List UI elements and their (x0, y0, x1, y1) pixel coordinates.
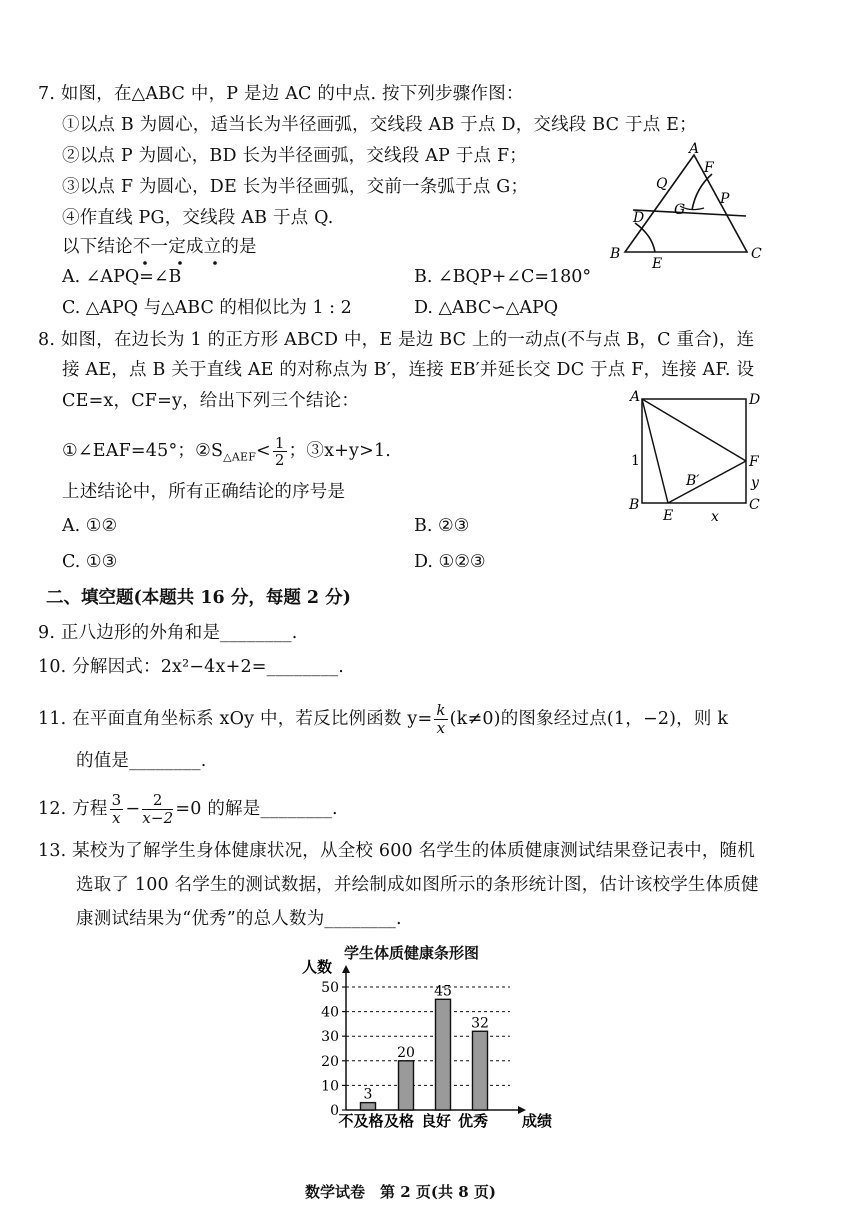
q11-line1 (38, 702, 728, 737)
q8-conclusions (62, 435, 391, 469)
segment-ef (668, 461, 746, 503)
bar-chart (280, 950, 570, 1140)
q12 (38, 792, 338, 827)
q9: 9. 正八边形的外角和是________. (38, 623, 298, 643)
bar-value-3: 32 (471, 1015, 489, 1032)
q13-line3: 康测试结果为“优秀”的总人数为________. (76, 909, 402, 929)
q7-triangle-figure (600, 140, 780, 270)
label-E: E (652, 256, 663, 270)
q12-fraction-2 (142, 792, 173, 827)
label-side-length: 1 (631, 453, 640, 469)
label-D: D (749, 392, 761, 408)
label-x: x (711, 509, 719, 525)
q12-part-a: 12. 方程 (38, 799, 108, 819)
label-B: B (610, 246, 621, 262)
q7-step3: ③以点 F 为圆心，DE 长为半径画弧，交前一条弧于点 G； (62, 177, 529, 197)
q8-stem-line2: 接 AE，点 B 关于直线 AE 的对称点为 B′，连接 EB′并延长交 DC 于点 F，连接 AF. 设 (62, 360, 755, 380)
label-E: E (663, 508, 674, 524)
q8-stem-line1: 8. 如图，在边长为 1 的正方形 ABCD 中，E 是边 BC 上的一动点(不与点 B，C 重合)，连 (38, 330, 755, 350)
q7-option-d[interactable]: D. △ABC∽△APQ (414, 298, 559, 318)
label-F: F (704, 160, 714, 176)
bar-value-2: 45 (434, 983, 452, 1000)
q8-option-b[interactable]: B. ②③ (414, 516, 470, 536)
q7-step1: ①以点 B 为圆心，适当长为半径画弧，交线段 AB 于点 D，交线段 BC 于点 E； (62, 115, 697, 135)
category-label-3: 优秀 (457, 1112, 489, 1130)
label-A: A (630, 389, 641, 405)
q12-f2-den: x−2 (142, 809, 174, 827)
label-C: C (751, 246, 762, 262)
label-y: y (751, 475, 759, 491)
q11-part-b: (k≠0)的图象经过点(1，−2)，则 k (449, 709, 729, 729)
bar-0 (361, 1103, 376, 1110)
q7-option-a[interactable]: A. ∠APQ=∠B (62, 267, 182, 287)
category-label-1: 及格 (383, 1112, 415, 1130)
q10: 10. 分解因式：2x²−4x+2=________. (38, 657, 345, 677)
ytick-label-10: 10 (321, 1078, 339, 1095)
label-G: G (674, 202, 686, 218)
q12-f2-num: 2 (142, 792, 173, 810)
q8-conc-c: ；③x+y>1. (288, 441, 392, 461)
q8-conc-lt: < (256, 441, 271, 461)
q7-option-b[interactable]: B. ∠BQP+∠C=180° (414, 267, 592, 287)
bar-1 (399, 1061, 414, 1110)
q8-option-c[interactable]: C. ①③ (62, 552, 118, 572)
label-Q: Q (656, 176, 668, 192)
q7-prompt-a: 以下结论 (62, 237, 133, 257)
page-footer: 数学试卷 第 2 页(共 8 页) (305, 1183, 496, 1201)
q7-prompt-c: 成立的是 (185, 237, 257, 257)
section-fill-in-heading: 二、填空题(本题共 16 分，每题 2 分) (46, 588, 351, 608)
x-axis-label: 成绩 (522, 1112, 553, 1130)
q12-part-b: =0 的解是________. (175, 799, 338, 819)
bar-2 (436, 999, 451, 1110)
y-axis-arrow (342, 965, 350, 973)
bar-value-0: 3 (363, 1086, 373, 1103)
segment-ae (642, 399, 668, 503)
q8-conc-sub: △AEF (223, 450, 257, 464)
q7-step4: ④作直线 PG，交线段 AB 于点 Q. (62, 208, 334, 228)
ytick-label-40: 40 (321, 1004, 339, 1021)
segment-af (642, 399, 746, 461)
ytick-label-0: 0 (330, 1103, 339, 1119)
q8-frac-den: 2 (274, 451, 285, 469)
line-pg (633, 210, 746, 216)
chart-title: 学生体质健康条形图 (344, 944, 480, 962)
label-A: A (689, 141, 700, 157)
label-F: F (749, 454, 759, 470)
q12-minus: − (125, 799, 141, 819)
y-axis-label: 人数 (302, 958, 333, 976)
arc-fg (692, 174, 712, 210)
label-B-prime: B′ (686, 473, 700, 489)
chart-bars (361, 999, 488, 1110)
bar-value-1: 20 (397, 1044, 415, 1061)
q7-prompt-emphasis: 不一定 (132, 237, 186, 257)
ytick-label-50: 50 (321, 980, 339, 996)
q7-stem: 7. 如图，在△ABC 中，P 是边 AC 的中点. 按下列步骤作图： (38, 84, 524, 104)
category-label-2: 良好 (420, 1112, 452, 1130)
q12-fraction-1 (110, 792, 124, 827)
q11-frac-num: k (436, 701, 446, 719)
q7-option-c[interactable]: C. △APQ 与△ABC 的相似比为 1 : 2 (62, 298, 352, 318)
label-P: P (720, 191, 730, 207)
chart-labels (302, 958, 552, 1130)
q8-prompt: 上述结论中，所有正确结论的序号是 (62, 482, 346, 502)
q11-part-a: 11. 在平面直角坐标系 xOy 中，若反比例函数 y= (38, 709, 433, 729)
q8-fraction (273, 435, 287, 468)
q12-f1-num: 3 (111, 791, 122, 809)
q8-option-a[interactable]: A. ①② (62, 516, 118, 536)
q8-square-figure (615, 385, 775, 530)
q13-line2: 选取了 100 名学生的测试数据，并绘制成如图所示的条形统计图，估计该校学生体质健 (76, 875, 759, 895)
label-C: C (749, 497, 760, 513)
q12-f1-den: x (112, 809, 121, 827)
label-D: D (633, 210, 645, 226)
label-B: B (629, 497, 640, 513)
arc-de (635, 223, 655, 252)
q8-option-d[interactable]: D. ①②③ (414, 552, 486, 572)
q8-conc-a: ①∠EAF=45°；②S (62, 441, 224, 461)
bar-3 (473, 1031, 488, 1110)
q8-stem-line3: CE=x，CF=y，给出下列三个结论： (62, 391, 360, 411)
ytick-label-30: 30 (321, 1029, 339, 1046)
q13-line1: 13. 某校为了解学生身体健康状况，从全校 600 名学生的体质健康测试结果登记表中，随机 (38, 841, 755, 861)
q11-line2: 的值是________. (76, 751, 207, 771)
q7-step2: ②以点 P 为圆心，BD 长为半径画弧，交线段 AP 于点 F； (62, 146, 527, 166)
ytick-label-20: 20 (321, 1053, 339, 1070)
q11-fraction (434, 702, 447, 737)
q11-frac-den: x (436, 719, 446, 737)
category-label-0: 不及格 (338, 1112, 384, 1130)
q8-frac-num: 1 (274, 434, 285, 452)
